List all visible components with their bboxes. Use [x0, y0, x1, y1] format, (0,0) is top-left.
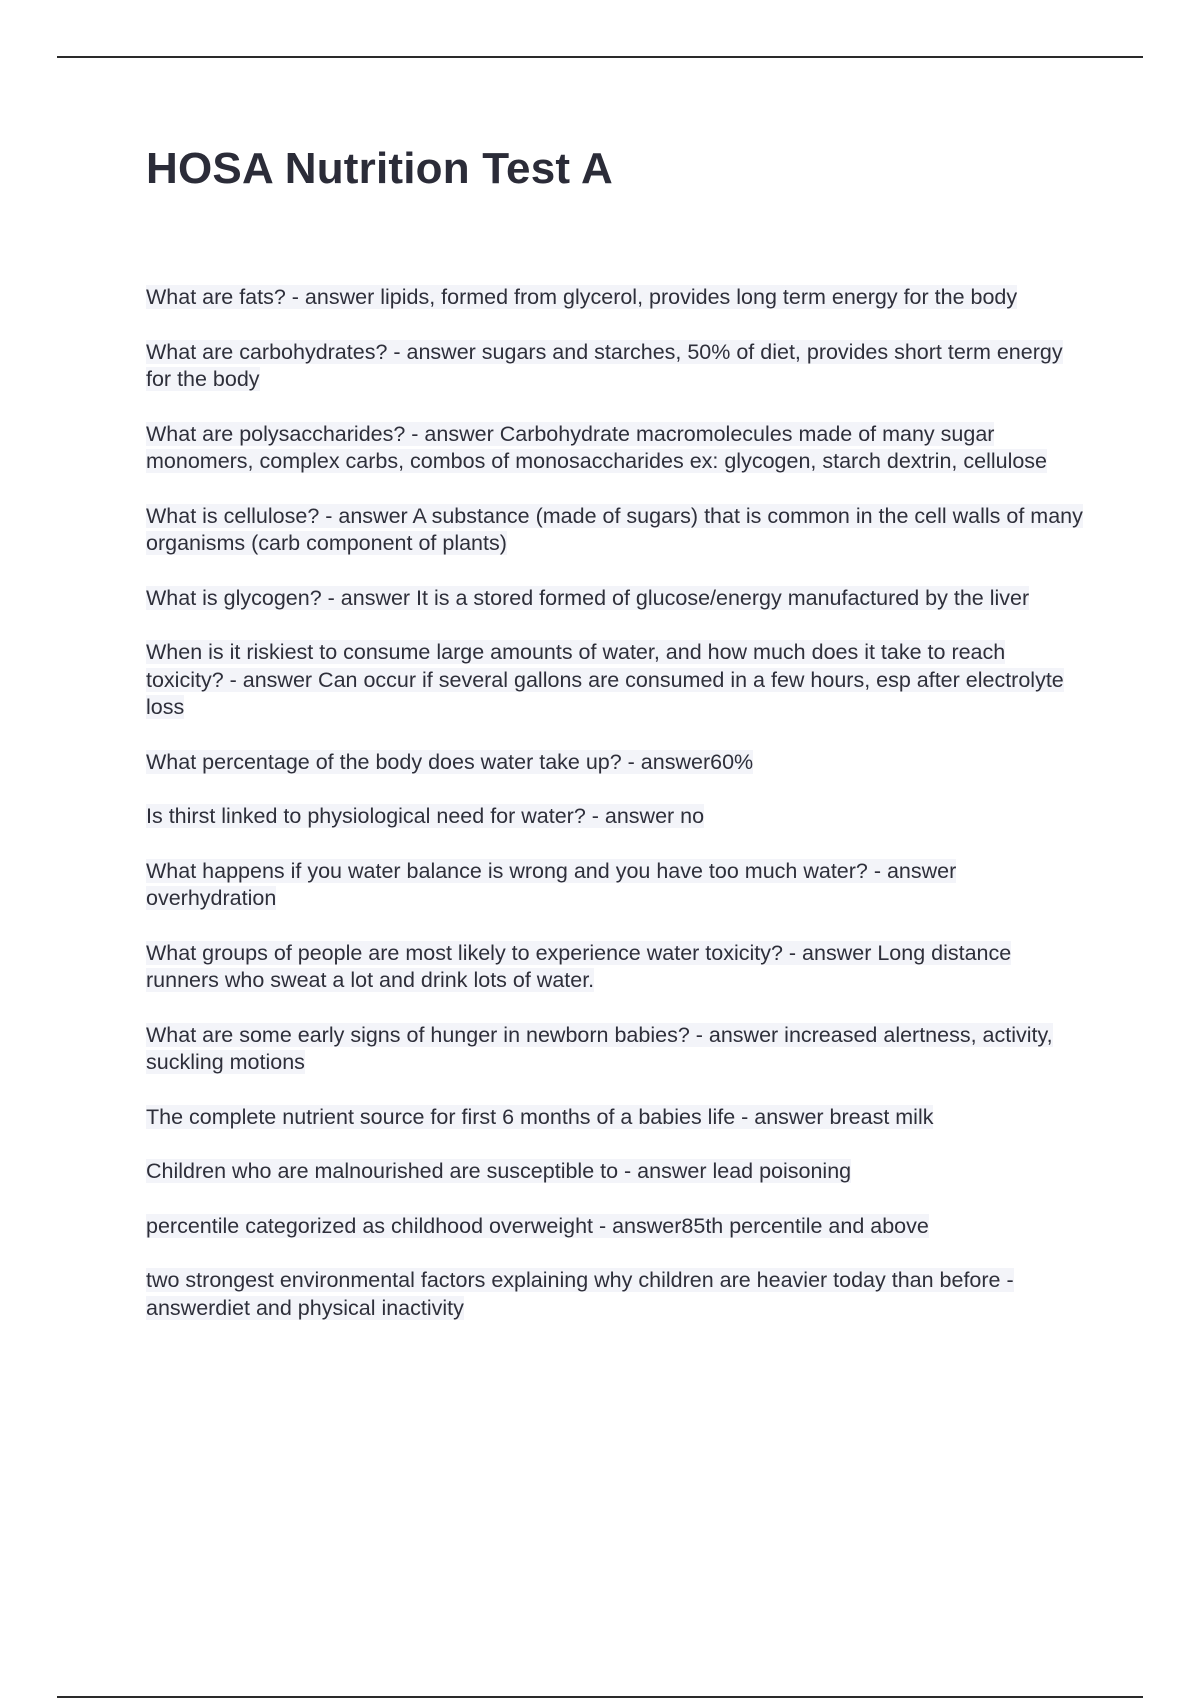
qa-text: What are polysaccharides? - answer Carbohydrate macromolecules made of many sugar monomers, complex carbs, combos of monosaccharides ex: glycogen, starch dextrin, cellulose	[146, 421, 1048, 473]
qa-text: percentile categorized as childhood overweight - answer85th percentile and above	[146, 1213, 929, 1238]
qa-item	[146, 1213, 1086, 1241]
top-divider	[57, 56, 1143, 58]
qa-text: What are carbohydrates? - answer sugars and starches, 50% of diet, provides short term energy for the body	[146, 339, 1063, 391]
qa-item	[146, 803, 1086, 831]
qa-text: What happens if you water balance is wrong and you have too much water? - answer overhydration	[146, 858, 957, 910]
qa-text: What percentage of the body does water take up? - answer60%	[146, 749, 754, 774]
qa-item	[146, 284, 1086, 312]
qa-text: What are some early signs of hunger in newborn babies? - answer increased alertness, activity, suckling motions	[146, 1022, 1053, 1074]
bottom-divider	[57, 1696, 1143, 1698]
qa-text: What are fats? - answer lipids, formed from glycerol, provides long term energy for the body	[146, 285, 1018, 309]
qa-item	[146, 339, 1086, 394]
qa-item	[146, 1104, 1086, 1132]
qa-text: Is thirst linked to physiological need for water? - answer no	[146, 804, 705, 828]
qa-text: Children who are malnourished are susceptible to - answer lead poisoning	[146, 1159, 852, 1183]
qa-text: What is glycogen? - answer It is a stored formed of glucose/energy manufactured by the liver	[146, 585, 1030, 610]
qa-list	[146, 284, 1086, 1349]
qa-item	[146, 421, 1086, 476]
qa-item	[146, 639, 1086, 722]
qa-item	[146, 585, 1086, 613]
qa-text: What is cellulose? - answer A substance (made of sugars) that is common in the cell walls of many organisms (carb component of plants)	[146, 503, 1083, 555]
qa-text: What groups of people are most likely to experience water toxicity? - answer Long distance runners who sweat a lot and drink lots of water.	[146, 940, 1012, 992]
qa-item	[146, 858, 1086, 913]
qa-item	[146, 503, 1086, 558]
qa-item	[146, 1022, 1086, 1077]
qa-text: The complete nutrient source for first 6 months of a babies life - answer breast milk	[146, 1104, 934, 1129]
qa-text: When is it riskiest to consume large amounts of water, and how much does it take to reach toxicity? - answer Can occur if several gallons are consumed in a few hours, esp after electrolyte loss	[146, 640, 1064, 719]
qa-item	[146, 749, 1086, 777]
qa-item	[146, 940, 1086, 995]
qa-item	[146, 1267, 1086, 1322]
page-title: HOSA Nutrition Test A	[146, 144, 613, 193]
qa-text: two strongest environmental factors explaining why children are heavier today than before - answerdiet and physical inactivity	[146, 1268, 1014, 1320]
qa-item	[146, 1158, 1086, 1186]
